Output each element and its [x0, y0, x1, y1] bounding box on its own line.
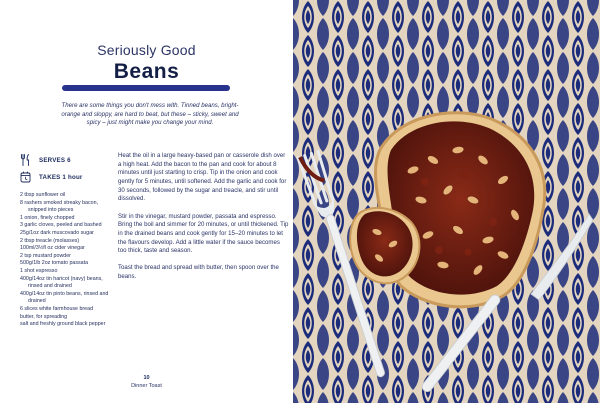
timer-icon — [20, 171, 31, 183]
page-number: 10 — [143, 375, 150, 381]
ingredient-item: 8 rashers smoked streaky bacon, — [20, 199, 99, 206]
takes-row — [20, 171, 83, 183]
ingredient-item: 25g/1oz dark muscovado sugar — [20, 229, 94, 236]
ingredient-item: 2 tbsp sunflower oil — [20, 192, 66, 198]
method-step: Heat the oil in a large heavy-based pan or casserole dish over a high heat. Add the bacon to the pan and cook for about 8 minutes until just starting to crisp. Tip in the onion and cook gently for 5 minutes, until softened. Add the garlic and cook for 30 seconds, followed by the sugar and treacle, and stir until dissolved. — [118, 152, 287, 203]
ingredient-item: 100ml/3½fl oz cider vinegar — [20, 245, 85, 252]
ingredient-item: salt and freshly ground black pepper — [20, 321, 106, 328]
recipe-title: Beans — [113, 60, 180, 83]
ingredient-item: butter, for spreading — [20, 313, 68, 320]
ingredient-item: 2 tsp mustard powder — [20, 252, 71, 259]
ingredient-item: 3 garlic cloves, peeled and bashed — [20, 222, 102, 229]
ingredient-item: 2 tbsp treacle (molasses) — [20, 237, 80, 244]
ingredient-item: 1 shot espresso — [20, 267, 58, 274]
recipe-page — [0, 0, 293, 403]
title-underline — [62, 85, 230, 91]
recipe-kicker: Seriously Good — [97, 42, 196, 58]
ingredient-item: rinsed and drained — [28, 283, 72, 290]
ingredient-item: 400g/14oz tin pinto beans, rinsed and — [20, 290, 109, 297]
serves-row — [20, 154, 71, 166]
ingredient-item: drained — [28, 298, 46, 305]
method-step: Stir in the vinegar, mustard powder, passata and espresso. Bring the boil and simmer for 20 minutes, or until thickened. Tip in the drained beans and cook gently for 15–20 minutes to let the flavours develop. Add a little water if the sauce becomes too thick, taste and season. — [118, 212, 289, 255]
method-step: Toast the bread and spread with butter, then spoon over the beans. — [118, 264, 279, 281]
ingredient-item: snipped into pieces — [28, 207, 74, 214]
takes-text: TAKES 1 hour — [39, 173, 83, 181]
food-photo-illustration — [293, 0, 600, 403]
ingredient-item: 6 slices white farmhouse bread — [20, 305, 94, 312]
beans-on-toast-photo — [293, 0, 600, 403]
cutlery-icon — [20, 154, 31, 166]
method-steps — [118, 152, 290, 290]
ingredient-item: 1 onion, finely chopped — [20, 214, 75, 221]
ingredients-list — [20, 192, 120, 329]
ingredient-item: 400g/14oz tin haricot (navy) beans, — [20, 275, 103, 282]
chapter-title: Dinner Toast — [131, 383, 162, 389]
recipe-intro: There are some things you don't mess with. Tinned beans, bright-orange and sloppy, are hard to beat, but these – sticky, sweet and spicy – just might make you change your mind. — [61, 102, 239, 127]
ingredient-item: 500g/1lb 2oz tomato passata — [20, 260, 89, 267]
serves-text: SERVES 6 — [39, 156, 71, 164]
